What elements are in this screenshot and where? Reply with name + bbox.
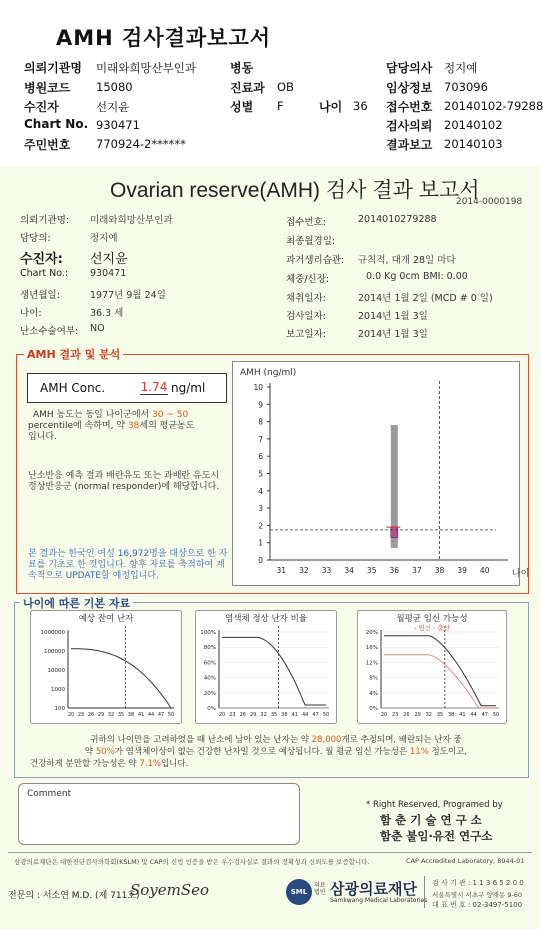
comment-label: Comment bbox=[27, 789, 72, 799]
y-tick-label: 10 bbox=[253, 383, 263, 392]
y-tick-label: 12% bbox=[365, 660, 378, 667]
chart-frame bbox=[196, 611, 337, 724]
y-tick-label: 1000000 bbox=[40, 630, 65, 636]
contact-line: 검 사 기 관 : 1 1 3 6 5 2 0 0 bbox=[432, 879, 524, 887]
data-source-note: 본 결과는 한국인 여성 16,972명을 대상으로 한 자료를 기초로 한 것입니다. 향후 자료를 축적하여 계속적으로 UPDATE할 예정입니다. bbox=[28, 549, 228, 581]
header-value: 선지윤 bbox=[96, 100, 130, 114]
percentile-range: 30 ~ 50 bbox=[152, 410, 189, 420]
y-tick-label: 100% bbox=[200, 630, 216, 636]
accreditation-note: 삼광의료재단은 대한진단검사의학회(KSLM) 및 CAP의 신빙 인증을 받은 우수검사실로 결과의 정확성과 신뢰도를 보증합니다. bbox=[14, 858, 370, 866]
y-tick-label: 60% bbox=[203, 660, 216, 667]
y-tick-label: 1000 bbox=[51, 687, 65, 693]
x-tick-label: 32 bbox=[107, 712, 115, 718]
header-label: 담당의사 bbox=[386, 61, 433, 75]
info-value: 선지윤 bbox=[90, 252, 128, 267]
info-value: 2014년 1월 3일 bbox=[358, 329, 428, 340]
info-value: 36.3 세 bbox=[90, 308, 124, 319]
x-tick-label: 40 bbox=[479, 566, 490, 575]
report-title: AMH 검사결과보고서 bbox=[56, 26, 272, 50]
x-tick-label: 41 bbox=[291, 712, 298, 718]
header-value: F bbox=[277, 99, 284, 113]
header-value: 미래와희망산부인과 bbox=[96, 61, 196, 75]
x-tick-label: 33 bbox=[321, 566, 332, 575]
header-label: 접수번호 bbox=[386, 100, 433, 114]
amh-concentration-box bbox=[27, 373, 227, 403]
info-value: 규칙적, 대개 28일 마다 bbox=[358, 255, 456, 266]
lab-name-1: 함 춘 기 술 연 구 소 bbox=[380, 813, 482, 827]
y-tick-label: 7 bbox=[258, 434, 263, 444]
contact-divider bbox=[424, 876, 425, 908]
info-label: 최종월경일: bbox=[286, 236, 336, 247]
y-tick-label: 9 bbox=[258, 400, 263, 410]
info-value: 2014010279288 bbox=[358, 214, 437, 225]
y-tick-label: 20% bbox=[203, 690, 216, 697]
responder-prediction: 난소반응 예측 결과 배란유도 또는 과배란 유도시 정상반응군 (normal responder)에 해당합니다. bbox=[28, 471, 220, 492]
x-tick-label: 38 bbox=[448, 712, 455, 718]
x-tick-label: 35 bbox=[117, 712, 125, 718]
info-value: 1977년 9월 24일 bbox=[90, 290, 166, 301]
x-tick-label: 32 bbox=[425, 712, 432, 718]
summary-text: 귀하의 나이만을 고려하였을 때 난소에 남아 있는 난자는 약 bbox=[90, 735, 309, 745]
interp-text: AMH 농도는 동일 나이군에서 bbox=[33, 410, 150, 420]
y-axis-label: AMH (ng/ml) bbox=[240, 368, 297, 378]
y-tick-label: 0% bbox=[207, 706, 216, 712]
y-tick-label: 1 bbox=[258, 538, 263, 548]
amh-interpretation bbox=[28, 410, 228, 443]
x-tick-label: 38 bbox=[434, 566, 445, 575]
y-tick-label: 5 bbox=[258, 469, 263, 479]
monthly-pregnancy-rate: 11% bbox=[409, 747, 429, 757]
header-value: 20140103 bbox=[444, 137, 503, 151]
interp-text: percentile에 속하며, 약 bbox=[28, 421, 126, 431]
info-label: 체중/신장: bbox=[286, 274, 330, 285]
x-tick-label: 32 bbox=[260, 712, 267, 718]
x-tick-label: 26 bbox=[87, 712, 95, 718]
org-seal: 의료법인 bbox=[314, 882, 326, 896]
info-value: 미래와희망산부인과 bbox=[90, 215, 173, 226]
org-english-name: Samkwang Medical Laboratories bbox=[330, 897, 428, 904]
x-axis-label: 나이 bbox=[512, 569, 530, 579]
summary-text: 건강하게 분만할 가능성은 약 bbox=[30, 759, 137, 769]
y-tick-label: 8 bbox=[258, 417, 263, 427]
y-tick-label: 100000 bbox=[44, 649, 65, 655]
x-tick-label: 26 bbox=[239, 712, 246, 718]
y-tick-label: 40% bbox=[203, 675, 216, 682]
y-tick-label: 4 bbox=[258, 486, 263, 496]
x-tick-label: 39 bbox=[457, 566, 467, 575]
header-value: 930471 bbox=[96, 118, 140, 132]
info-label: 수진자: bbox=[20, 252, 63, 267]
x-tick-label: 41 bbox=[459, 712, 466, 718]
x-tick-label: 47 bbox=[481, 712, 488, 718]
x-tick-label: 37 bbox=[412, 566, 422, 575]
info-label: 검사일자: bbox=[286, 311, 326, 322]
x-tick-label: 29 bbox=[414, 712, 421, 718]
summary-text: 가 염색체이상이 없는 건강한 난자일 것으로 예상됩니다. 월 평균 임신 가능성은 bbox=[114, 747, 408, 757]
chart-frame bbox=[233, 362, 520, 586]
x-tick-label: 35 bbox=[366, 566, 377, 575]
remaining-eggs: 28,000 bbox=[311, 735, 342, 745]
y-tick-label: 4% bbox=[369, 690, 378, 697]
x-tick-label: 31 bbox=[276, 566, 287, 575]
header-label: 병동 bbox=[230, 61, 254, 75]
info-value: 930471 bbox=[90, 268, 127, 279]
info-label: 채취일자: bbox=[286, 293, 326, 304]
x-tick-label: 50 bbox=[322, 712, 330, 718]
specialist-name: 전문의 : 서소연 M.D. (제 711호) bbox=[8, 891, 140, 901]
age-section-title: 나이에 따른 기본 자료 bbox=[20, 595, 133, 611]
x-tick-label: 35 bbox=[436, 712, 444, 718]
interp-text: 세의 평균농도 bbox=[139, 421, 195, 431]
x-tick-label: 20 bbox=[380, 712, 388, 718]
x-tick-label: 47 bbox=[157, 712, 165, 718]
remaining-eggs-chart bbox=[30, 610, 182, 724]
chart-frame bbox=[31, 611, 182, 724]
info-value: 2014년 1월 3일 bbox=[358, 311, 428, 322]
cap-accreditation: CAP Accredited Laboratory, 8944-01 bbox=[406, 857, 525, 865]
rights-text: * Right Reserved, Programed by bbox=[366, 800, 503, 810]
header-label: 성별 bbox=[230, 100, 254, 114]
y-tick-label: 3 bbox=[258, 504, 263, 514]
y-tick-label: 16% bbox=[365, 645, 378, 652]
y-tick-label: 0% bbox=[369, 706, 378, 712]
header-label: Chart No. bbox=[24, 117, 89, 131]
x-tick-label: 32 bbox=[299, 566, 309, 575]
summary-text: 입니다. bbox=[160, 759, 189, 769]
x-tick-label: 34 bbox=[344, 566, 354, 575]
info-label: 보고일자: bbox=[286, 329, 326, 340]
x-tick-label: 38 bbox=[127, 712, 135, 718]
y-tick-label: 8% bbox=[369, 675, 378, 682]
summary-text: 개로 추정되며, 배란되는 난자 중 bbox=[341, 735, 462, 745]
signature: SoyemSeo bbox=[130, 881, 210, 899]
x-tick-label: 20 bbox=[67, 712, 75, 718]
header-value: 15080 bbox=[96, 80, 133, 94]
age-summary bbox=[26, 734, 526, 770]
interp-text: 입니다. bbox=[28, 432, 57, 442]
org-logo bbox=[286, 879, 312, 905]
org-logo-text: SML bbox=[290, 888, 308, 896]
y-tick-label: 100 bbox=[54, 706, 65, 712]
y-tick-label: 20% bbox=[365, 630, 378, 636]
x-tick-label: 50 bbox=[492, 712, 500, 718]
header-label: 결과보고 bbox=[386, 138, 433, 152]
x-tick-label: 23 bbox=[392, 712, 399, 718]
summary-text: 약 bbox=[84, 747, 94, 757]
pregnancy-probability-chart bbox=[357, 610, 507, 724]
lab-name-2: 함춘 불임·유전 연구소 bbox=[380, 829, 493, 843]
x-tick-label: 20 bbox=[218, 712, 226, 718]
amh-conc-label: AMH Conc. bbox=[40, 381, 106, 395]
x-tick-label: 29 bbox=[250, 712, 257, 718]
header-label: 진료과 bbox=[230, 81, 265, 95]
info-label: Chart No.: bbox=[20, 268, 69, 279]
x-tick-label: 44 bbox=[470, 712, 477, 718]
header-label: 수진자 bbox=[24, 100, 59, 114]
info-label: 나이: bbox=[20, 308, 42, 319]
y-tick-label: 6 bbox=[258, 452, 263, 462]
header-label: 병원코드 bbox=[24, 81, 71, 95]
chart-title: 염색체 정상 난자 비율 bbox=[224, 614, 308, 624]
y-tick-label: 0 bbox=[258, 556, 263, 565]
median-box bbox=[391, 527, 398, 537]
contact-line: 대 표 번 호 : 02-3497-5100 bbox=[432, 901, 523, 909]
info-value: 2014년 1월 2일 (MCD # 0 일) bbox=[358, 293, 493, 304]
org-name: 삼광의료재단 bbox=[330, 880, 417, 898]
info-value: 0.0 Kg 0cm BMI: 0.00 bbox=[366, 271, 468, 282]
x-tick-label: 44 bbox=[302, 712, 309, 718]
x-tick-label: 47 bbox=[312, 712, 319, 718]
chart-title: 월평균 임신 가능성 bbox=[396, 614, 468, 624]
x-tick-label: 35 bbox=[270, 712, 278, 718]
header-label: 의뢰기관명 bbox=[24, 61, 82, 75]
y-tick-label: 2 bbox=[258, 521, 263, 531]
header-value: 20140102 bbox=[444, 118, 503, 132]
equivalent-age: 38 bbox=[127, 421, 140, 431]
header-value: OB bbox=[277, 80, 294, 94]
info-label: 접수번호: bbox=[286, 217, 326, 228]
info-value: NO bbox=[90, 323, 105, 334]
x-tick-label: 41 bbox=[137, 712, 145, 718]
amh-age-chart bbox=[232, 361, 530, 586]
summary-text: 정도이고, bbox=[431, 747, 468, 757]
chart-title: 예상 잔여 난자 bbox=[78, 614, 134, 624]
info-label: 담당의: bbox=[20, 233, 51, 244]
amh-section-title: AMH 결과 및 분석 bbox=[24, 346, 123, 362]
x-tick-label: 50 bbox=[167, 712, 175, 718]
y-tick-label: 10000 bbox=[47, 668, 65, 674]
info-value: 정지예 bbox=[90, 233, 118, 244]
header-value: 770924-2****** bbox=[96, 137, 186, 151]
amh-conc-unit: ng/ml bbox=[171, 381, 206, 395]
x-tick-label: 26 bbox=[403, 712, 410, 718]
header-value: 703096 bbox=[444, 80, 488, 94]
x-tick-label: 29 bbox=[97, 712, 105, 718]
header-value: 36 bbox=[353, 99, 368, 113]
header-label: 임상정보 bbox=[386, 81, 433, 95]
birth-probability: 7.1% bbox=[139, 759, 161, 769]
x-tick-label: 44 bbox=[147, 712, 155, 718]
y-tick-label: 80% bbox=[203, 645, 216, 652]
info-label: 의뢰기관명: bbox=[20, 215, 70, 226]
contact-line: 서울특별시 서초구 양재동 9-60 bbox=[432, 891, 523, 899]
x-tick-label: 23 bbox=[229, 712, 236, 718]
header-label: 주민번호 bbox=[24, 138, 71, 152]
chart-legend: - 임신 - 출산 bbox=[413, 624, 451, 632]
document-number: 2014-0000198 bbox=[456, 197, 523, 207]
info-label: 생년월일: bbox=[20, 290, 60, 301]
amh-conc-value: 1.74 bbox=[140, 380, 168, 394]
header-label: 나이 bbox=[319, 100, 343, 114]
x-tick-label: 23 bbox=[77, 712, 85, 718]
header-value: 정지예 bbox=[444, 61, 478, 75]
info-label: 과거생리습관: bbox=[286, 255, 345, 266]
x-tick-label: 38 bbox=[281, 712, 288, 718]
comment-box[interactable] bbox=[18, 783, 300, 845]
normal-chromosome-chart bbox=[195, 610, 337, 724]
info-label: 난소수술여부: bbox=[20, 326, 79, 337]
footer-divider bbox=[8, 852, 532, 853]
x-tick-label: 36 bbox=[389, 566, 400, 575]
header-value: 20140102-79288 bbox=[444, 99, 543, 113]
report-main-title: Ovarian reserve(AMH) 검사 결과 보고서 bbox=[110, 179, 480, 202]
normal-egg-percent: 50% bbox=[95, 747, 115, 757]
header-label: 검사의뢰 bbox=[386, 119, 433, 133]
